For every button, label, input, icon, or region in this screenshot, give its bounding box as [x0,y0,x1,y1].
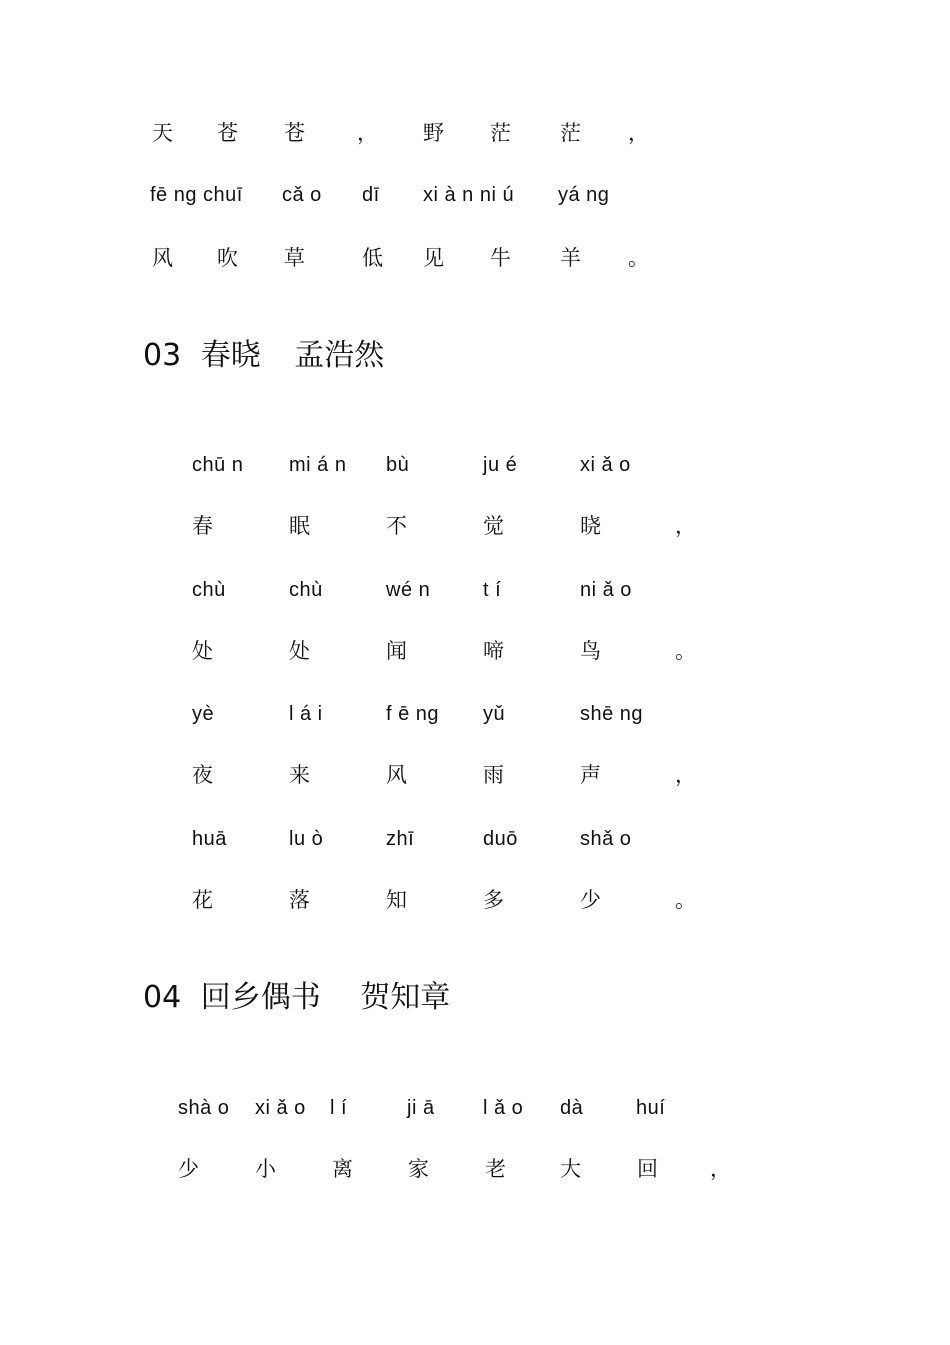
pinyin: xi ǎ o [255,1097,306,1119]
poem-line-pinyin [0,1093,950,1123]
hanzi: 牛 [490,246,511,270]
hanzi: 处 [289,639,310,663]
hanzi: 回 [637,1157,658,1181]
hanzi: 声 [580,763,601,787]
punctuation: ， [710,1157,731,1181]
hanzi: 知 [386,888,407,912]
hanzi: 吹 [217,246,238,270]
pinyin: chù [192,579,226,601]
hanzi: 大 [560,1157,581,1181]
hanzi: 处 [192,639,213,663]
poem-line-pinyin [0,450,950,480]
hanzi: 来 [289,763,310,787]
hanzi: 羊 [560,246,581,270]
hanzi: 少 [580,888,601,912]
pinyin: yá ng [558,184,610,206]
hanzi: 不 [386,514,407,538]
punctuation: 。 [675,639,696,663]
hanzi: 晓 [580,514,601,538]
poem-line-hanzi [0,118,950,148]
hanzi: 花 [192,888,213,912]
hanzi: 茫 [490,121,511,145]
hanzi: 家 [408,1157,429,1181]
pinyin: dà [560,1097,584,1119]
hanzi: 见 [423,246,444,270]
pinyin: l ǎ o [483,1097,524,1119]
poem-line-hanzi [0,885,950,915]
hanzi: 野 [423,121,444,145]
punctuation: ， [628,121,649,145]
pinyin: f ē ng [386,703,440,725]
pinyin: ni ǎ o [580,579,632,601]
pinyin: xi à n ni ú [423,184,515,206]
punctuation: 。 [628,246,649,270]
hanzi: 觉 [483,514,504,538]
hanzi: 低 [362,246,383,270]
hanzi: 多 [483,888,504,912]
punctuation: ， [675,763,696,787]
hanzi: 天 [152,121,173,145]
pinyin: zhī [386,828,415,850]
hanzi: 离 [332,1157,353,1181]
poem-number: 03 [143,338,182,373]
pinyin: bù [386,454,410,476]
punctuation: ， [675,514,696,538]
pinyin: duō [483,828,518,850]
hanzi: 夜 [192,763,213,787]
poem-line-pinyin [0,575,950,605]
hanzi: 春 [192,514,213,538]
poem-number: 04 [143,980,182,1015]
pinyin: l á i [289,703,323,725]
poem-line-pinyin [0,824,950,854]
pinyin: t í [483,579,502,601]
poem-author: 贺知章 [360,980,451,1015]
hanzi: 茫 [560,121,581,145]
pinyin: huí [636,1097,666,1119]
hanzi: 啼 [483,639,504,663]
hanzi: 眠 [289,514,310,538]
pinyin: xi ǎ o [580,454,631,476]
poem-line-hanzi [0,760,950,790]
poem-name: 回乡偶书 [200,980,321,1015]
hanzi: 鸟 [580,639,601,663]
poem-line-hanzi [0,636,950,666]
pinyin: ji ā [407,1097,435,1119]
hanzi: 风 [152,246,173,270]
poem-name: 春晓 [200,338,261,373]
hanzi: 落 [289,888,310,912]
poem-line-pinyin [0,180,950,210]
pinyin: l í [330,1097,348,1119]
hanzi: 闻 [386,639,407,663]
pinyin: lu ò [289,828,324,850]
poem-line-hanzi [0,1154,950,1184]
pinyin: yǔ [483,703,506,725]
pinyin: chū n [192,454,244,476]
punctuation: 。 [675,888,696,912]
pinyin: shà o [178,1097,230,1119]
pinyin: yè [192,703,215,725]
hanzi: 雨 [483,763,504,787]
hanzi: 老 [485,1157,506,1181]
pinyin: mi á n [289,454,347,476]
hanzi: 草 [284,246,305,270]
pinyin: shē ng [580,703,644,725]
pinyin: fē ng chuī [150,184,243,206]
pinyin: ju é [483,454,518,476]
pinyin: shǎ o [580,828,632,850]
poem-line-hanzi [0,511,950,541]
poem-author: 孟浩然 [294,338,385,373]
pinyin: dī [362,184,380,206]
hanzi: 少 [178,1157,199,1181]
hanzi: 苍 [217,121,238,145]
poem-title [143,336,384,376]
poem-line-hanzi [0,243,950,273]
hanzi: 风 [386,763,407,787]
pinyin: wé n [386,579,431,601]
hanzi: 苍 [284,121,305,145]
hanzi: 小 [255,1157,276,1181]
pinyin: huā [192,828,227,850]
punctuation: ， [357,121,378,145]
pinyin: cǎ o [282,184,322,206]
poem-line-pinyin [0,699,950,729]
poem-title [143,978,450,1018]
pinyin: chù [289,579,323,601]
